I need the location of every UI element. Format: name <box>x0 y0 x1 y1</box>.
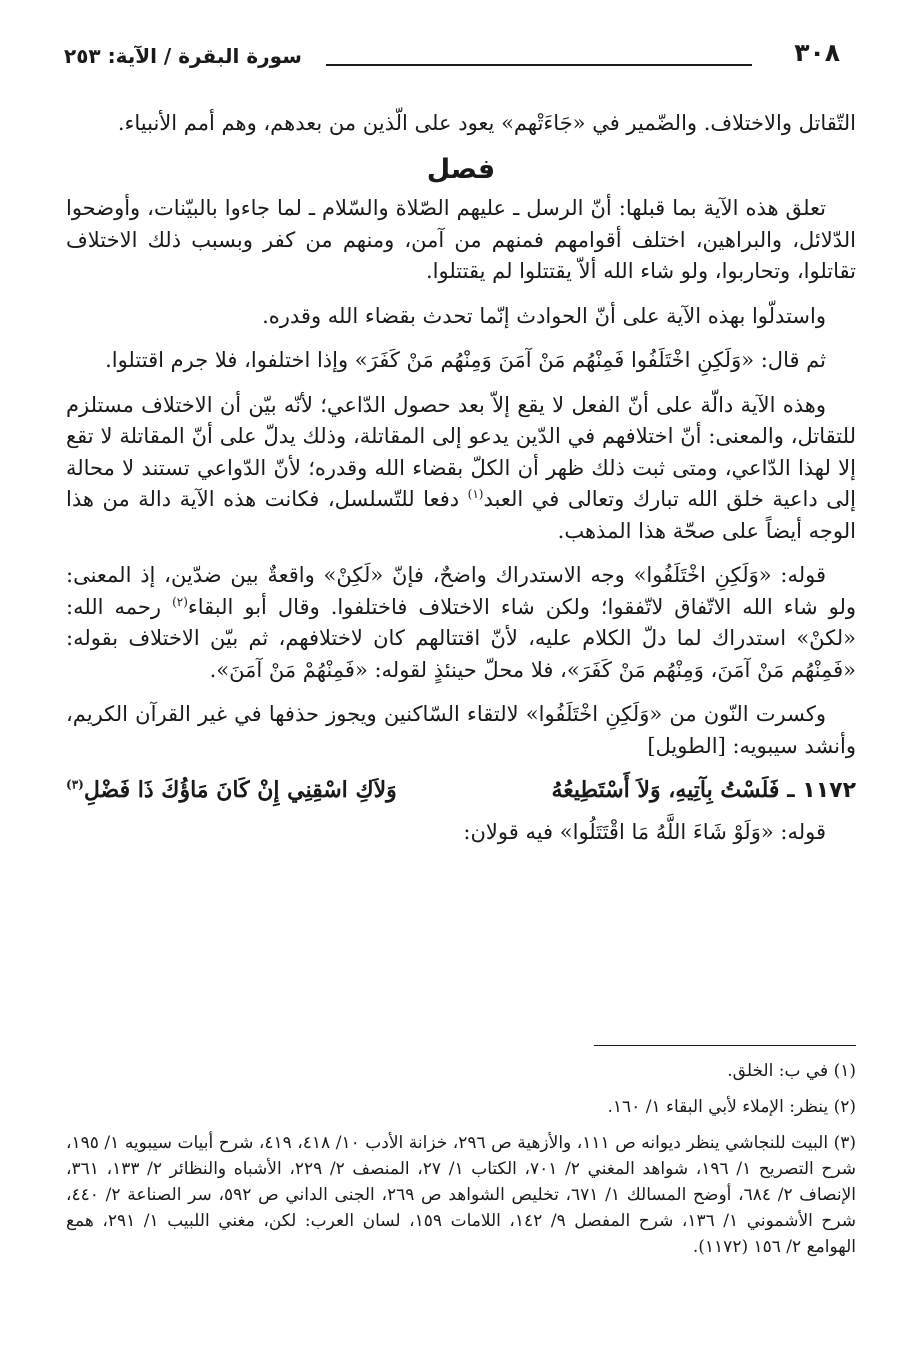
paragraph-text: دفعا للتّسلسل، فكانت هذه الآية دالة من هذا الوجه أيضاً على صحّة هذا المذهب. <box>66 487 856 543</box>
paragraph-text: وهذه الآية دالّة على أنّ الفعل لا يقع إلاّ بعد حصول الدّاعي؛ لأنّه بيّن أن الاختلاف مستلزم للتقاتل، والمعنى: أنّ اختلافهم في الدّين يدعو إلى المقاتلة، وذلك يدلّ على أنّ المقاتلة لا تقع إلا لهذا الدّاعي، ومتى ثبت ذلك ظهر أن الكلّ بقضاء الله وقدره؛ لأنّ الدّواعي تستند لا محالة إلى داعية خلق الله تبارك وتعالى في العبد <box>66 392 856 511</box>
paragraph: تعلق هذه الآية بما قبلها: أنّ الرسل ـ عليهم الصّلاة والسّلام ـ لما جاءوا بالبيّنات، وأوضحوا الدّلائل، والبراهين، اختلف أقوامهم فمنهم من آمن، ومنهم من كفر وبسبب ذلك الاختلاف تقاتلوا، وتحاربوا، ولو شاء الله ألاّ يقتتلوا لم يقتتلوا. <box>66 196 856 283</box>
page-number: ٣٠٨ <box>794 38 840 67</box>
running-title: سورة البقرة / الآية: ٢٥٣ <box>64 44 302 68</box>
footnote-marker: (١) <box>467 487 484 501</box>
paragraph-text: قوله: «وَلَكِنِ اخْتَلَفُوا» وجه الاستدراك واضحٌ، فإنّ «لَكِنْ» واقعةٌ بين ضدّين، إذ المعنى: ولو شاء الله الاتّفاق لاتّفقوا؛ ولكن شاء الاختلاف فاختلفوا. وقال أبو البقاء <box>66 563 856 619</box>
paragraph-text: رحمه الله: «لكنْ» استدراك لما دلّ الكلام عليه، لأنّ اقتتالهم كان لاختلافهم، ثم بيّن الاختلاف بقوله: «فَمِنْهُم مَنْ آمَنَ، وَمِنْهُم مَنْ كَفَرَ»، فلا محلّ حينئذٍ لقوله: «فَمِنْهُمْ مَنْ آمَنَ». <box>66 594 856 682</box>
paragraph <box>66 390 856 548</box>
poetry-verse <box>66 775 856 807</box>
footnotes <box>66 1058 856 1270</box>
verse-number: ١١٧٢ ـ <box>787 778 856 803</box>
paragraph: التّقاتل والاختلاف. والضّمير في «جَاءَتْهم» يعود على الّذين من بعدهم، وهم أمم الأنبياء. <box>117 111 856 135</box>
paragraph <box>66 560 856 686</box>
verse-first-hemistich <box>551 775 856 807</box>
footnote: (٣) البيت للنجاشي ينظر ديوانه ص ١١١، والأزهية ص ٢٩٦، خزانة الأدب ١٠/ ٤١٨، ٤١٩، شرح أبيات سيبويه ١/ ١٩٥، شرح التصريح ١/ ١٩٦، شواهد المغني ٢/ ٧٠١، الكتاب ١/ ٢٧، المنصف ٢/ ٢٢٩، الأشباه والنظائر ٢/ ١٣٣، ٣٦١، الإنصاف ٢/ ٦٨٤، أوضح المسالك ١/ ٦٧١، تخليص الشواهد ص ٢٦٩، الجنى الداني ص ٥٩٢، سر الصناعة ٢/ ٤٤٠، شرح الأشموني ١/ ١٣٦، شرح المفصل ٩/ ١٤٢، اللامات ١٥٩، لسان العرب: لكن، مغني اللبيب ١/ ٢٩١، همع الهوامع ٢/ ١٥٦ (١١٧٢). <box>66 1133 857 1257</box>
footnote: (٢) ينظر: الإملاء لأبي البقاء ١/ ١٦٠. <box>607 1097 856 1117</box>
main-text <box>66 108 856 861</box>
footnote-marker: (٢) <box>172 594 188 609</box>
verse-text: وَلاَكِ اسْقِنِي إِنْ كَانَ مَاؤُكَ ذَا فَضْلِ <box>83 777 397 803</box>
header-rule <box>326 64 752 66</box>
paragraph: قوله: «وَلَوْ شَاءَ اللَّهُ مَا اقْتَتَلُوا» فيه قولان: <box>463 819 826 844</box>
footnote-marker: (٣) <box>66 777 84 792</box>
verse-second-hemistich <box>66 775 397 807</box>
footnote: (١) في ب: الخلق. <box>727 1061 856 1081</box>
verse-text: فَلَسْتُ بِآتِيهِ، وَلاَ أَسْتَطِيعُهُ <box>551 777 780 803</box>
paragraph: وكسرت النّون من «وَلَكِنِ اخْتَلَفُوا» لالتقاء السّاكنين ويجوز حذفها في غير القرآن الكريم، وأنشد سيبويه: [الطويل] <box>66 702 856 758</box>
running-header <box>64 34 840 74</box>
footnote-rule <box>594 1045 856 1046</box>
paragraph: واستدلّوا بهذه الآية على أنّ الحوادث إنّما تحدث بقضاء الله وقدره. <box>262 303 826 328</box>
section-title: فصل <box>426 153 496 185</box>
paragraph: ثم قال: «وَلَكِنِ اخْتَلَفُوا فَمِنْهُم مَنْ آمَنَ وَمِنْهُم مَنْ كَفَرَ» وإذا اختلفوا، فلا جرم اقتتلوا. <box>105 348 826 372</box>
